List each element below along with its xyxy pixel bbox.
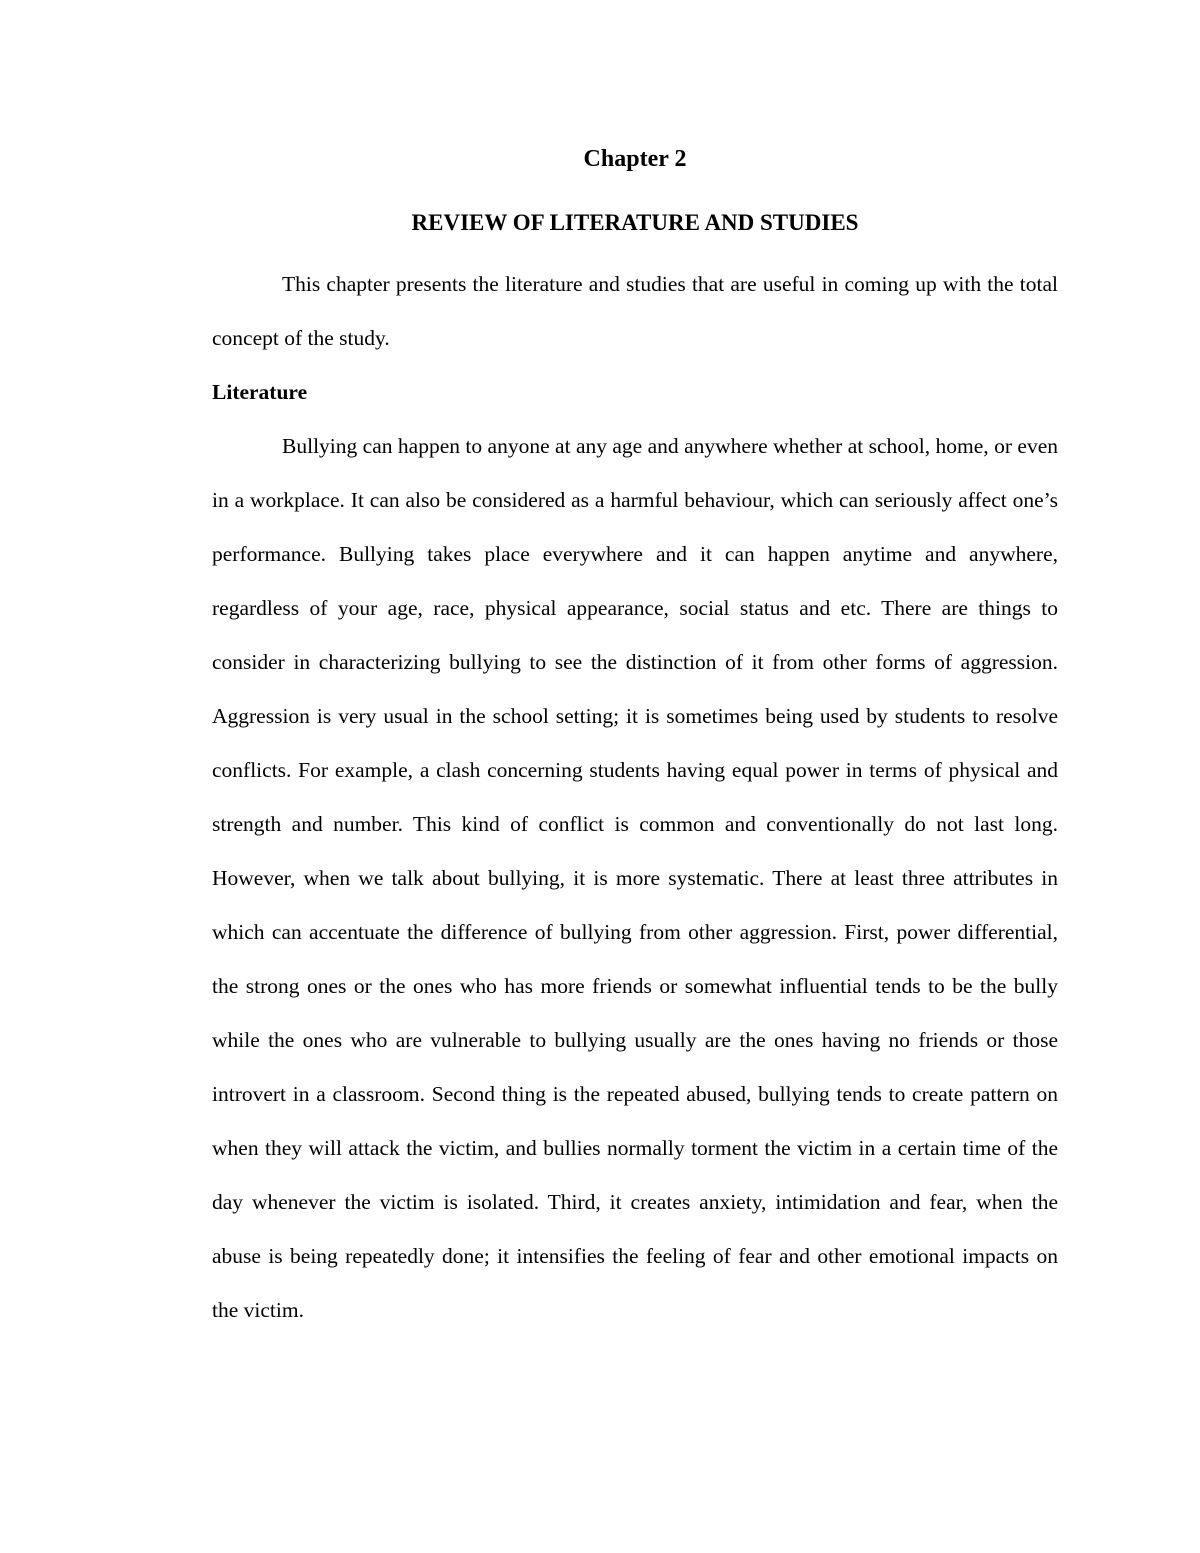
page-content <box>212 140 1058 1337</box>
chapter-title: Chapter 2 <box>583 146 687 172</box>
section-title: REVIEW OF LITERATURE AND STUDIES <box>411 210 859 235</box>
literature-subheading: Literature <box>212 380 308 404</box>
body-paragraph: Bullying can happen to anyone at any age and anywhere whether at school, home, or even in a workplace. It can also be considered as a harmful behaviour, which can seriously affect one’s performance. Bullying takes place everywhere and it can happen anytime and anywhere, regardless of your age, race, physical appearance, social status and etc. There are things to consider in characterizing bullying to see the distinction of it from other forms of aggression. Aggression is very usual in the school setting; it is sometimes being used by students to resolve conflicts. For example, a clash concerning students having equal power in terms of physical and strength and number. This kind of conflict is common and conventionally do not last long. However, when we talk about bullying, it is more systematic. There at least three attributes in which can accentuate the difference of bullying from other aggression. First, power differential, the strong ones or the ones who has more friends or somewhat influential tends to be the bully while the ones who are vulnerable to bullying usually are the ones having no friends or those introvert in a classroom. Second thing is the repeated abused, bullying tends to create pattern on when they will attack the victim, and bullies normally torment the victim in a certain time of the day whenever the victim is isolated. Third, it creates anxiety, intimidation and fear, when the abuse is being repeatedly done; it intensifies the feeling of fear and other emotional impacts on the victim. <box>212 434 1058 1322</box>
intro-paragraph: This chapter presents the literature and studies that are useful in coming up with the total concept of the study. <box>212 272 1058 350</box>
